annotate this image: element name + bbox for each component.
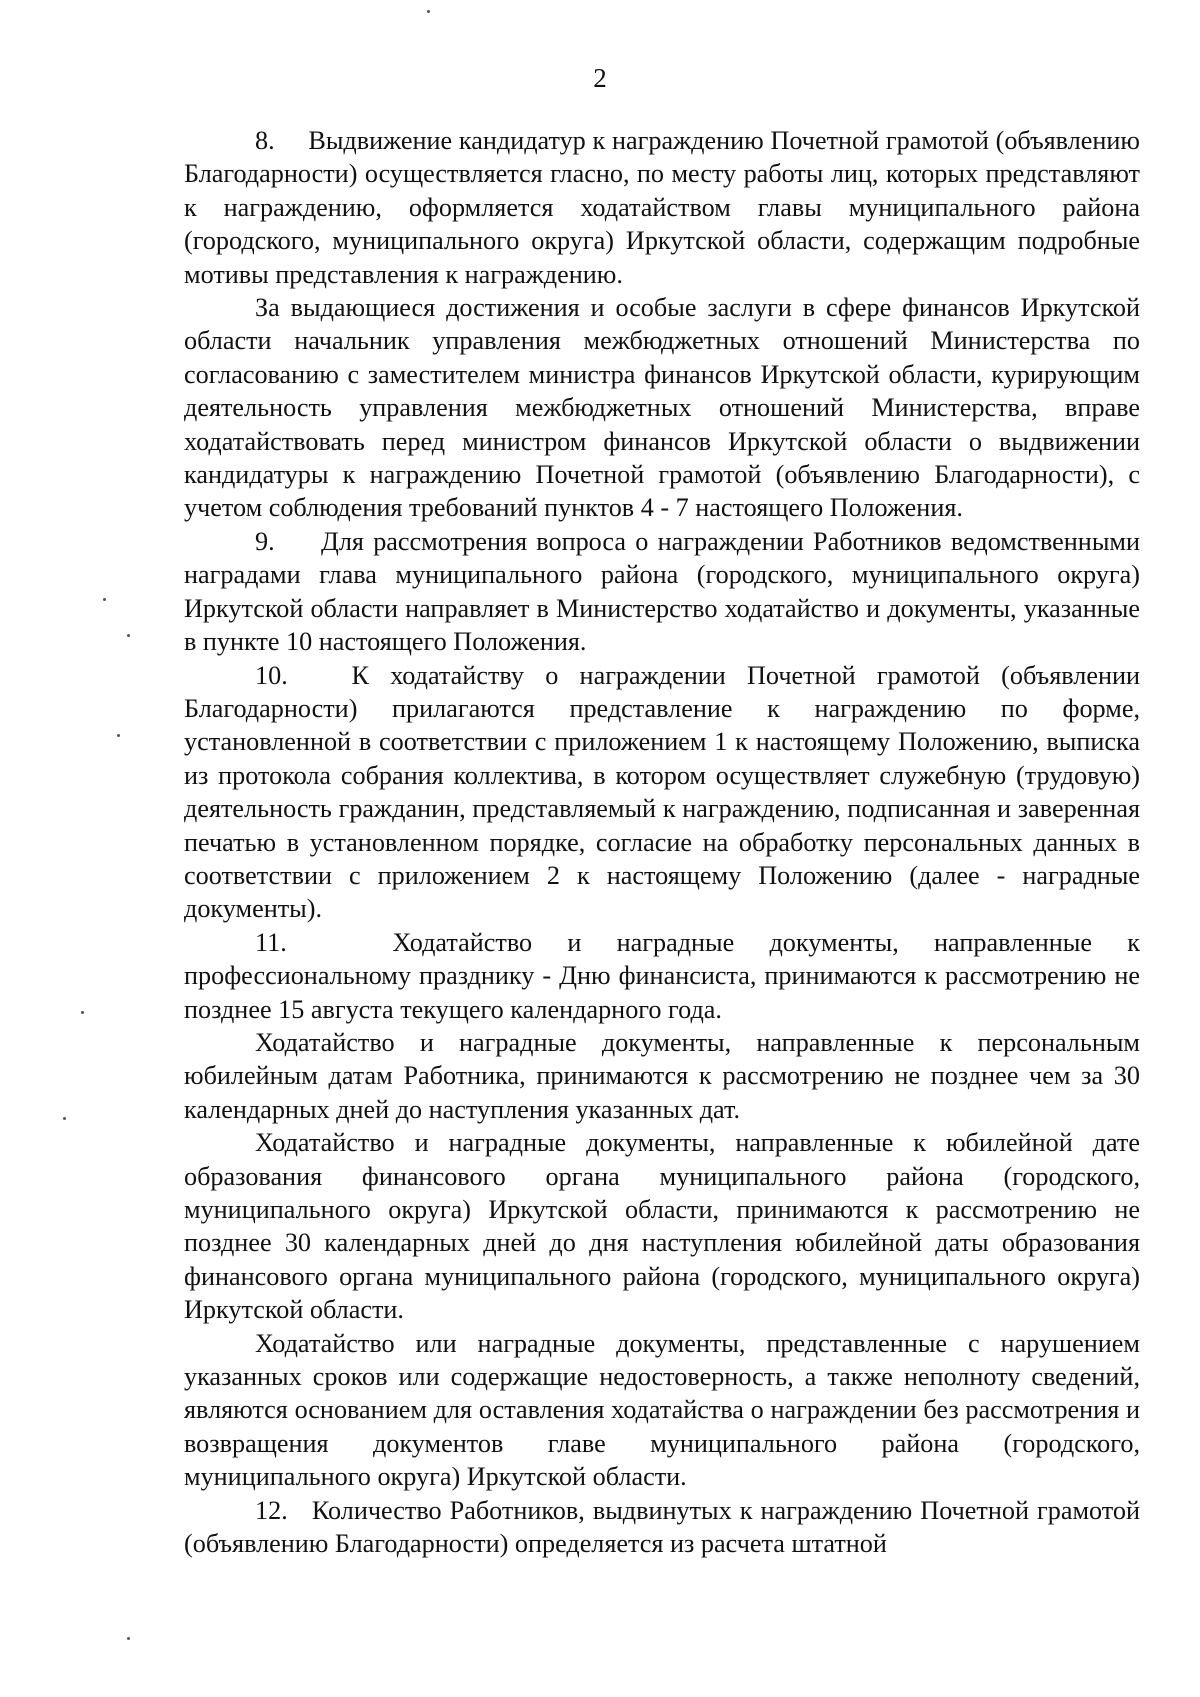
scan-speck [103,598,106,601]
scan-speck [81,1011,84,1014]
scan-speck [427,10,430,13]
paragraph-item-10: 10. К ходатайству о награждении Почетной грамотой (объявлении Благодарности) прилагаются представление к награждению по форме, установленной в соответствии с приложением 1 к настоящему Положению, выписка из протокола собрания коллектива, в котором осуществляет служебную (трудовую) деятельность гражданин, представляемый к награждению, подписанная и заверенная печатью в установленном порядке, согласие на обработку персональных данных в соответствии с приложением 2 к настоящему Положению (далее - наградные документы). [184,660,1140,924]
scan-speck [127,634,130,637]
paragraph-outstanding-achievements: За выдающиеся достижения и особые заслуги в сфере финансов Иркутской области начальник управления межбюджетных отношений Министерства по согласованию с заместителем министра финансов Иркутской области, курирующим деятельность управления межбюджетных отношений Министерства, вправе ходатайствовать перед министром финансов Иркутской области о выдвижении кандидатуры к награждению Почетной грамотой (объявлению Благодарности), с учетом соблюдения требований пунктов 4 - 7 настоящего Положения. [184,293,1140,523]
paragraph-item-9: 9. Для рассмотрения вопроса о награждении Работников ведомственными наградами глава муниципального района (городского, муниципального округа) Иркутской области направляет в Министерство ходатайство и документы, указанные в пункте 10 настоящего Положения. [184,526,1140,657]
paragraph-organ-jubilee: Ходатайство и наградные документы, направленные к юбилейной дате образования финансового органа муниципального района (городского, муниципального округа) Иркутской области, принимаются к рассмотрению не позднее 30 календарных дней до дня наступления юбилейной даты образования финансового органа муниципального района (городского, муниципального округа) Иркутской области. [184,1128,1140,1325]
document-body [184,124,1140,1560]
paragraph-violations: Ходатайство или наградные документы, представленные с нарушением указанных сроков или содержащие недостоверность, а также неполноту сведений, являются основанием для оставления ходатайства о награждении без рассмотрения и возвращения документов главе муниципального района (городского, муниципального округа) Иркутской области. [184,1328,1140,1492]
paragraph-item-8: 8. Выдвижение кандидатур к награждению Почетной грамотой (объявлению Благодарности) осуществляется гласно, по месту работы лиц, которых представляют к награждению, оформляется ходатайством главы муниципального района (городского, муниципального округа) Иркутской области, содержащим подробные мотивы представления к награждению. [184,126,1140,289]
paragraph-personal-jubilee: Ходатайство и наградные документы, направленные к персональным юбилейным датам Работника, принимаются к рассмотрению не позднее чем за 30 календарных дней до наступления указанных дат. [184,1027,1140,1124]
page-number: 2 [593,63,607,93]
scan-speck [63,1117,66,1120]
scan-speck [117,734,120,737]
paragraph-item-11: 11. Ходатайство и наградные документы, направленные к профессиональному празднику - Дню финансиста, принимаются к рассмотрению не позднее 15 августа текущего календарного года. [184,927,1140,1024]
paragraph-item-12: 12. Количество Работников, выдвинутых к награждению Почетной грамотой (объявлению Благодарности) определяется из расчета штатной [184,1495,1140,1559]
scan-speck [127,1637,130,1640]
